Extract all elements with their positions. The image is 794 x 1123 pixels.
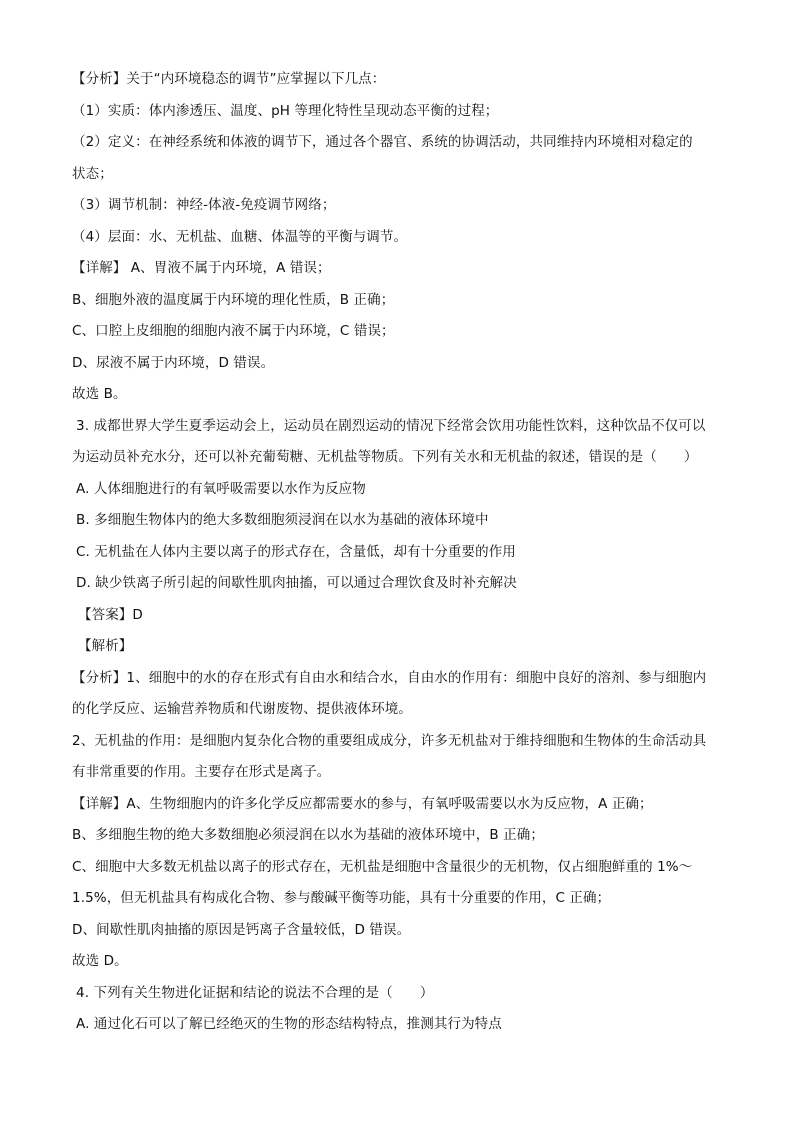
- q2-detail-b: B、细胞外液的温度属于内环境的理化性质，B 正确；: [72, 291, 395, 308]
- q2-point-2: （2）定义：在神经系统和体液的调节下，通过各个器官、系统的协调活动，共同维持内环境相对稳定的: [72, 134, 693, 150]
- q4-option-a: A. 通过化石可以了解已经绝灭的生物的形态结构特点，推测其行为特点: [76, 1016, 502, 1032]
- q2-point-3: （3）调节机制：神经-体液-免疫调节网络；: [72, 197, 336, 213]
- q3-option-c: C. 无机盐在人体内主要以离子的形式存在，含量低，却有十分重要的作用: [76, 543, 516, 560]
- q2-detail-c: C、口腔上皮细胞的细胞内液不属于内环境，C 错误；: [72, 323, 395, 339]
- q3-answer: 【答案】D: [78, 606, 143, 623]
- q2-point-2-cont: 状态；: [72, 165, 113, 182]
- q3-option-b: B. 多细胞生物体内的绝大多数细胞须浸润在以水为基础的液体环境中: [76, 512, 489, 528]
- q3-option-d: D. 缺少铁离子所引起的间歇性肌肉抽搐，可以通过合理饮食及时补充解决: [76, 575, 517, 591]
- q3-analysis-2: 2、无机盐的作用：是细胞内复杂化合物的重要组成成分，许多无机盐对于维持细胞和生物体的生命活动具: [72, 732, 707, 749]
- q2-detail-d: D、尿液不属于内环境，D 错误。: [72, 354, 275, 371]
- q3-detail-c-cont: 1.5%，但无机盐具有构成化合物、参与酸碱平衡等功能，具有十分重要的作用，C 正确；: [72, 890, 611, 906]
- q2-point-4: （4）层面：水、无机盐、血糖、体温等的平衡与调节。: [72, 228, 408, 245]
- q2-detail-a: 【详解】 A、胃液不属于内环境，A 错误；: [72, 260, 331, 276]
- q2-point-1: （1）实质：体内渗透压、温度、pH 等理化特性呈现动态平衡的过程；: [72, 102, 499, 119]
- q3-analysis-1: 【分析】1、细胞中的水的存在形式有自由水和结合水，自由水的作用有：细胞中良好的溶剂、参与细胞内: [72, 669, 707, 686]
- q2-conclusion: 故选 B。: [72, 386, 127, 402]
- q3-analysis-2-cont: 有非常重要的作用。主要存在形式是离子。: [72, 764, 331, 780]
- q3-stem-line-1: 3. 成都世界大学生夏季运动会上，运动员在剧烈运动的情况下经常会饮用功能性饮料，这种饮品不仅可以: [76, 417, 706, 434]
- q3-detail-c: C、细胞中大多数无机盐以离子的形式存在，无机盐是细胞中含量很少的无机物，仅占细胞鲜重的 1%～: [72, 858, 693, 875]
- q3-detail-d: D、间歇性肌肉抽搐的原因是钙离子含量较低，D 错误。: [72, 921, 411, 938]
- q4-stem: 4. 下列有关生物进化证据和结论的说法不合理的是（ ）: [76, 984, 434, 1001]
- q3-stem-line-2: 为运动员补充水分，还可以补充葡萄糖、无机盐等物质。下列有关水和无机盐的叙述，错误的是（ ）: [72, 449, 698, 465]
- q3-conclusion: 故选 D。: [72, 953, 128, 969]
- q3-option-a: A. 人体细胞进行的有氧呼吸需要以水作为反应物: [76, 480, 366, 497]
- q3-detail-a: 【详解】A、生物细胞内的许多化学反应都需要水的参与，有氧呼吸需要以水为反应物，A 正确；: [72, 795, 653, 812]
- q3-explanation-label: 【解析】: [78, 638, 133, 654]
- q2-analysis-intro: 【分析】关于“内环境稳态的调节”应掌握以下几点：: [72, 71, 386, 87]
- q3-analysis-1-cont: 的化学反应、运输营养物质和代谢废物、提供液体环境。: [72, 701, 412, 717]
- q3-detail-b: B、多细胞生物的绝大多数细胞必须浸润在以水为基础的液体环境中，B 正确；: [72, 827, 544, 843]
